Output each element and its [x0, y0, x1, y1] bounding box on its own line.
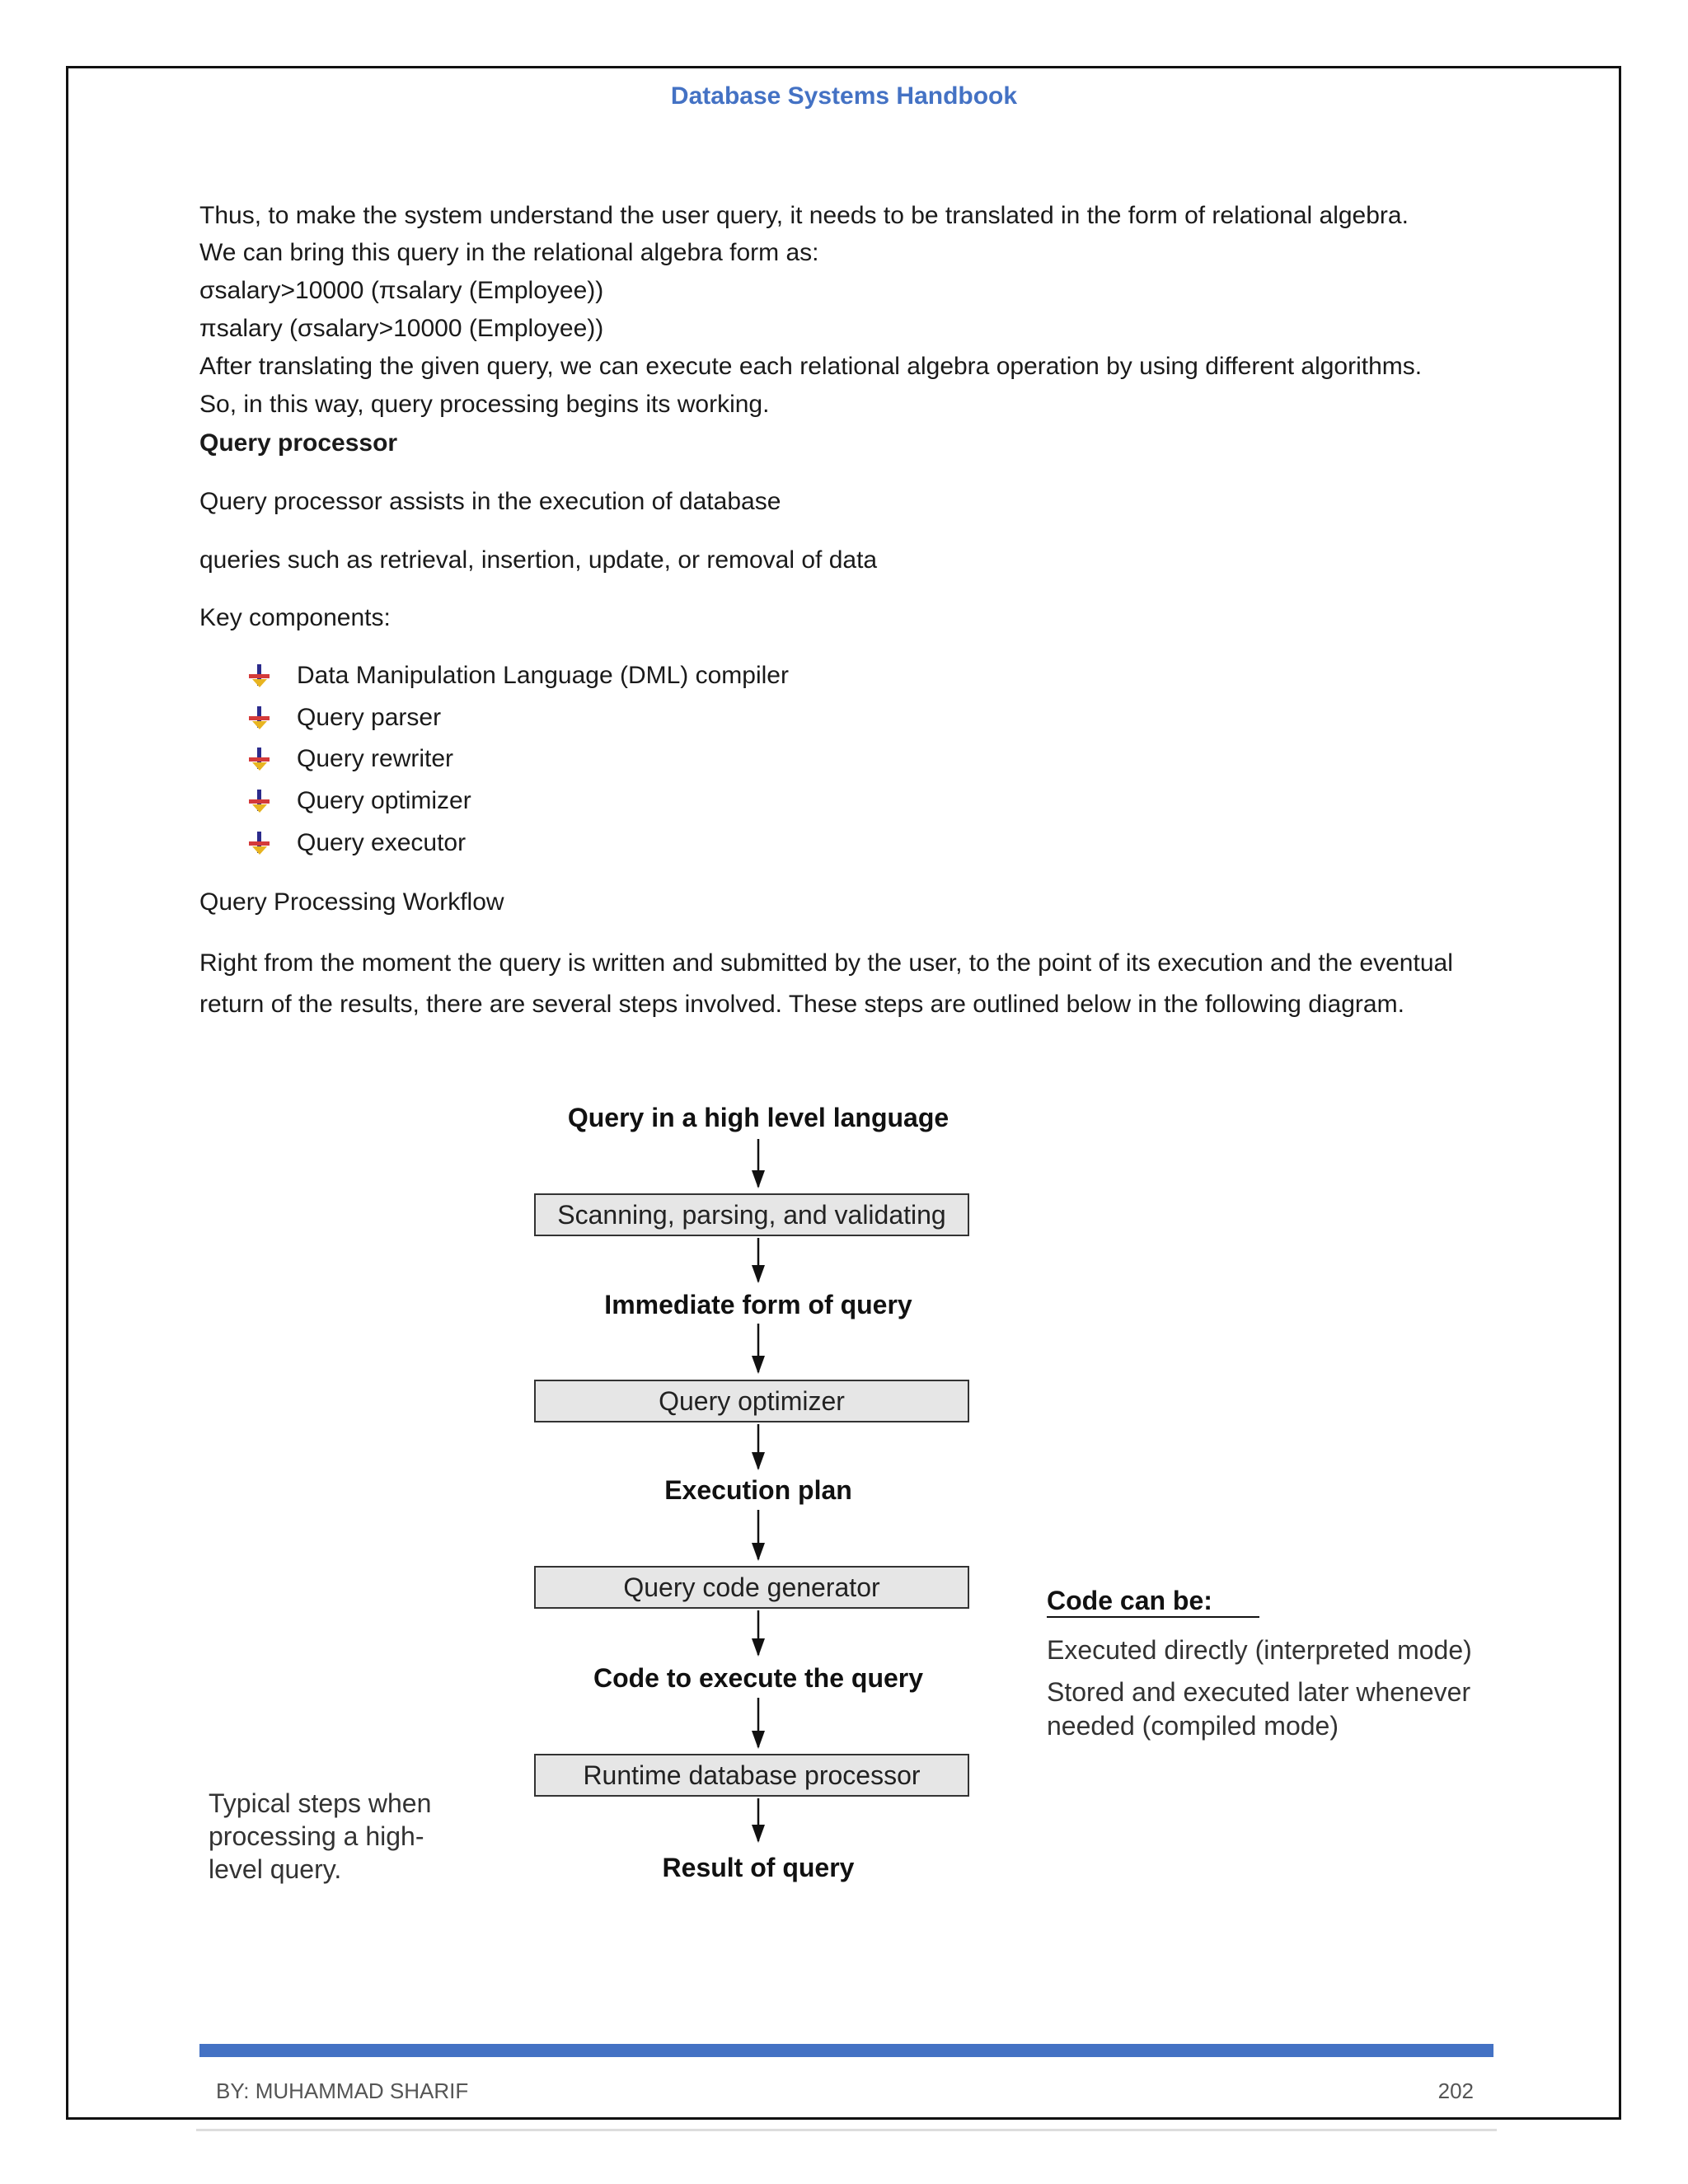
- diagram-caption-line-1: Typical steps when: [209, 1788, 432, 1818]
- diagram-side-line-2a: Stored and executed later whenever: [1047, 1677, 1471, 1707]
- expression-2: πsalary (σsalary>10000 (Employee)): [199, 315, 604, 342]
- component-label: Query optimizer: [297, 787, 471, 814]
- diagram-label-code-to-execute: Code to execute the query: [593, 1663, 924, 1693]
- diagram-caption-line-3: level query.: [209, 1854, 342, 1884]
- component-label: Query parser: [297, 704, 442, 731]
- component-label: Query rewriter: [297, 745, 454, 772]
- diagram-label-immediate-form: Immediate form of query: [604, 1290, 912, 1319]
- intro-line-4: So, in this way, query processing begins its working.: [199, 391, 770, 418]
- diagram-box-optimizer: Query optimizer: [534, 1380, 969, 1422]
- query-processor-desc-2: queries such as retrieval, insertion, update, or removal of data: [199, 546, 878, 574]
- query-processor-heading: Query processor: [199, 429, 398, 457]
- diagram-side-line-2b: needed (compiled mode): [1047, 1711, 1339, 1741]
- diagram-box-code-generator: Query code generator: [534, 1566, 969, 1609]
- component-label: Data Manipulation Language (DML) compiler: [297, 662, 789, 689]
- diagram-box-runtime-processor: Runtime database processor: [534, 1754, 969, 1797]
- key-components-label: Key components:: [199, 604, 391, 631]
- page-header-title: Database Systems Handbook: [670, 82, 1018, 110]
- diagram-box-scanning: Scanning, parsing, and validating: [534, 1193, 969, 1236]
- bottom-rule: [196, 2129, 1497, 2131]
- component-label: Query executor: [297, 829, 467, 856]
- intro-line-3: After translating the given query, we can execute each relational algebra operation by using different algorithms.: [199, 353, 1423, 380]
- footer-author: BY: MUHAMMAD SHARIF: [216, 2079, 469, 2103]
- diagram-top-label: Query in a high level language: [567, 1103, 950, 1132]
- workflow-paragraph: Right from the moment the query is written and submitted by the user, to the point of its execution and the eventual return of the results, there are several steps involved. These steps are outlined below in the following diagram.: [199, 949, 1453, 1018]
- diagram-side-heading: Code can be:: [1047, 1586, 1212, 1615]
- workflow-heading: Query Processing Workflow: [199, 888, 504, 916]
- diagram-side-line-1: Executed directly (interpreted mode): [1047, 1635, 1472, 1665]
- diagram-label-execution-plan: Execution plan: [664, 1475, 852, 1505]
- page-number: 202: [1437, 2079, 1474, 2103]
- diagram-caption-line-2: processing a high-: [209, 1821, 424, 1851]
- intro-line-1: Thus, to make the system understand the user query, it needs to be translated in the form of relational algebra.: [199, 202, 1409, 229]
- query-processor-desc-1: Query processor assists in the execution of database: [199, 488, 781, 515]
- diagram-label-result: Result of query: [662, 1853, 855, 1882]
- intro-line-2: We can bring this query in the relational algebra form as:: [199, 239, 819, 266]
- footer-bar: [199, 2044, 1493, 2057]
- expression-1: σsalary>10000 (πsalary (Employee)): [199, 277, 604, 304]
